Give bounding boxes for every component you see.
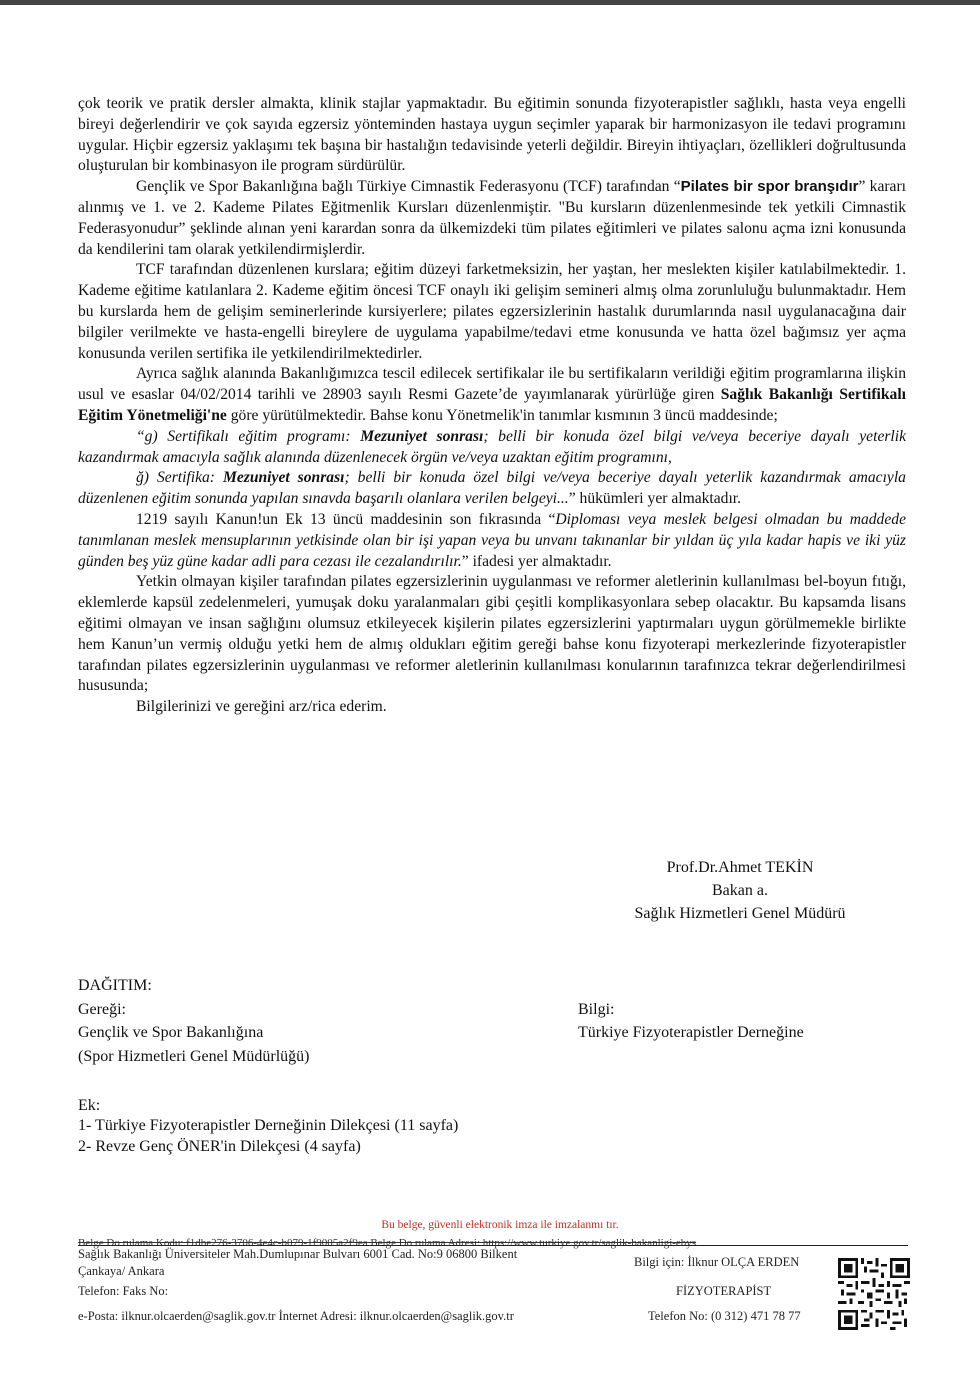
contact-title: FİZYOTERAPİST (676, 1284, 772, 1298)
signatory-role: Bakan a. (712, 882, 768, 899)
paragraph-1: çok teorik ve pratik dersler almakta, klinik stajlar yapmaktadır. Bu eğitimin sonunda fizyoterapistler sağlıklı, hasta veya engelli bireyi değerlendirir ve çok sayıda egzersiz yönteminden hastaya uygun seçimler yaparak bir harmonizasyon ile tedavi programını uygular. Hiçbir egzersiz yaklaşımı tek başına bir hastalığın tedavisinde yeterli değildir. Bireyin ihtiyaçları, özellikleri doğrultusunda oluşturulan bir kombinasyon ile program sürdürülür. (78, 95, 906, 175)
distribution-heading: DAĞITIM: (78, 977, 152, 994)
paragraph-7 (78, 510, 906, 572)
contact-phone: Telefon No: (0 312) 471 78 77 (648, 1309, 801, 1323)
signature-block (560, 856, 920, 925)
action-recipient: Gençlik ve Spor Bakanlığına (78, 1024, 264, 1041)
footer-address-2: Çankaya/ Ankara (78, 1264, 165, 1278)
info-recipient: Türkiye Fizyoterapistler Derneğine (578, 1024, 804, 1041)
paragraph-9-closing: Bilgilerinizi ve gereğini arz/rica ederim. (136, 698, 387, 716)
paragraph-3: TCF tarafından düzenlenen kurslara; eğitim düzeyi farketmeksizin, her yaştan, her meslekten kişiler katılabilmektedir. 1. Kademe eğitime katılanlara 2. Kademe eğitim öncesi TCF onaylı iki gelişim semineri almış olma zorunluluğu bulunmaktadır. Hem bu kurslarda hem de gelişim seminerlerinde kursiyerlere; pilates egzersizlerinin hastalık durumlarında nasıl uygulanacağına dair bilgiler verilmekte ve hasta-engelli bireylere de uygulama yapabilme/tedavi etme konusunda ve hatta özel bağımsız yer açma konusunda verilen sertifika ile yetkilendirilmektedirler. (78, 261, 906, 362)
action-label: Gereği: (78, 1001, 126, 1018)
footer-address-1: Sağlık Bakanlığı Üniversiteler Mah.Dumlupınar Bulvarı 6001 Cad. No:9 06800 Bilkent (78, 1247, 518, 1261)
attachment-item-1: 1- Türkiye Fizyoterapistler Derneğinin Dilekçesi (11 sayfa) (78, 1117, 459, 1134)
action-recipient-unit: (Spor Hizmetleri Genel Müdürlüğü) (78, 1048, 310, 1065)
paragraph-5-quote (78, 427, 906, 469)
p4-bold: Sağlık Bakanlığı Sertifikalı Eğitim Yönetmeliği'ne (78, 386, 906, 424)
verification-line: Belge Do rulama Kodu: f1dbe276-3706-4e4c-b079-1f9005a2f9ea Belge Do rulama Adresi: https://www.turkiye.gov.tr/saglik-bakanligi-ebys (78, 1237, 697, 1249)
p4-text-a: Ayrıca sağlık alanında Bakanlığımızca tescil edilecek sertifikalar ile bu sertifikaların verildiği eğitim programlarına ilişkin usul ve esaslar 04/02/2014 tarihli ve 28903 sayılı Resmi Gazete’de yayımlanarak yürürlüğe giren (78, 365, 906, 404)
footer-email-web: e-Posta: ilknur.olcaerden@saglik.gov.tr İnternet Adresi: ilknur.olcaerden@saglik.gov.tr (78, 1309, 514, 1323)
p4-text-c: göre yürütülmektedir. Bahse konu Yönetmelik'in tanımlar kısmının 3 üncü maddesinde; (226, 406, 778, 424)
p6-italic-a: ğ) Sertifika: (136, 469, 223, 487)
top-border (0, 0, 980, 5)
p5-bold-italic: Mezuniyet sonrası (360, 427, 484, 445)
footer-phone-fax: Telefon: Faks No: (78, 1284, 169, 1298)
qr-code-icon (838, 1258, 910, 1330)
p6-text-d: ” hükümleri yer almaktadır. (568, 490, 742, 508)
p2-text-a: Gençlik ve Spor Bakanlığına bağlı Türkiye Cimnastik Federasyonu (TCF) tarafından “ (136, 178, 681, 196)
signatory-name: Prof.Dr.Ahmet TEKİN (666, 859, 814, 876)
p6-italic-c: ; belli bir konuda özel bilgi ve/veya beceriye dayalı yeterlik kazandırmak amacıyla düzenlenen eğitim sonunda yapılan sınavda başarılı olanlara verilen belgeyi... (78, 469, 906, 508)
info-label: Bilgi: (578, 1001, 615, 1018)
paragraph-4 (78, 364, 906, 426)
paragraph-6-quote (78, 468, 906, 510)
contact-person: Bilgi için: İlknur OLÇA ERDEN (634, 1255, 800, 1269)
signatory-title: Sağlık Hizmetleri Genel Müdürü (634, 905, 846, 922)
attachment-item-2: 2- Revze Genç ÖNER'in Dilekçesi (4 sayfa) (78, 1138, 361, 1155)
p2-bold: Pilates bir spor branşıdır (680, 178, 859, 196)
p7-text-c: ” ifadesi yer almaktadır. (461, 552, 612, 570)
p2-text-c: ” kararı alınmış ve 1. ve 2. Kademe Pilates Eğitmenlik Kursları düzenlenmiştir. "Bu kursların düzenlenmesinde tek yetkili Cimnastik Federasyonudur” şeklinde alınan yeni karardan sonra da ülkemizdeki tüm pilates eğitimleri ve pilates salonu açma izni konusunda da kendilerini tam olarak yetkilendirmişlerdir. (78, 178, 907, 258)
p6-bold-italic: Mezuniyet sonrası (222, 469, 345, 487)
p7-text-a: 1219 sayılı Kanun!un Ek 13 üncü maddesinin son fıkrasında “ (136, 510, 556, 528)
attachments-heading: Ek: (78, 1097, 101, 1114)
p5-italic-c: ; belli bir konuda özel bilgi ve/veya beceriye dayalı yeterlik kazandırmak amacıyla sağlık alanında düzenlenecek örgün ve/veya uzaktan eğitim programını, (78, 427, 907, 466)
p5-italic-a: “g) Sertifikalı eğitim programı: (136, 427, 361, 445)
letter-body (78, 94, 906, 718)
p7-italic: Diploması veya meslek belgesi olmadan bu maddede tanımlanan meslek mensuplarının yetkisinde olan bir işi yapan veya bu unvanı takınanlar bir yıldan üç yıla kadar hapis ve iki yüz günden beş yüz güne kadar adli para cezası ile cezalandırılır. (78, 510, 906, 570)
paragraph-8: Yetkin olmayan kişiler tarafından pilates egzersizlerinin uygulanması ve reformer aletlerinin kullanılması bel-boyun fıtığı, eklemlerde kapsül zedelenmeleri, yumuşak doku yaralanmaları gibi çeşitli komplikasyonlara sebep olacaktır. Bu kapsamda lisans eğitimi olmayan ve insan sağlığını olumsuz etkileyecek kişilerin pilates egzersizlerini yaptırmaları uygun görülmemekle birlikte hem Kanun’un vermiş olduğu yetki hem de almış oldukları eğitim gereği bahse konu fizyoterapi merkezlerinde fizyoterapistler tarafından pilates egzersizlerinin uygulanması ve reformer aletlerinin kullanılması konularının tarafınızca tekrar değerlendirilmesi hususunda; (78, 573, 906, 695)
paragraph-2 (78, 177, 906, 260)
esign-notice: Bu belge, güvenli elektronik imza ile imzalanmı tır. (381, 1219, 619, 1231)
